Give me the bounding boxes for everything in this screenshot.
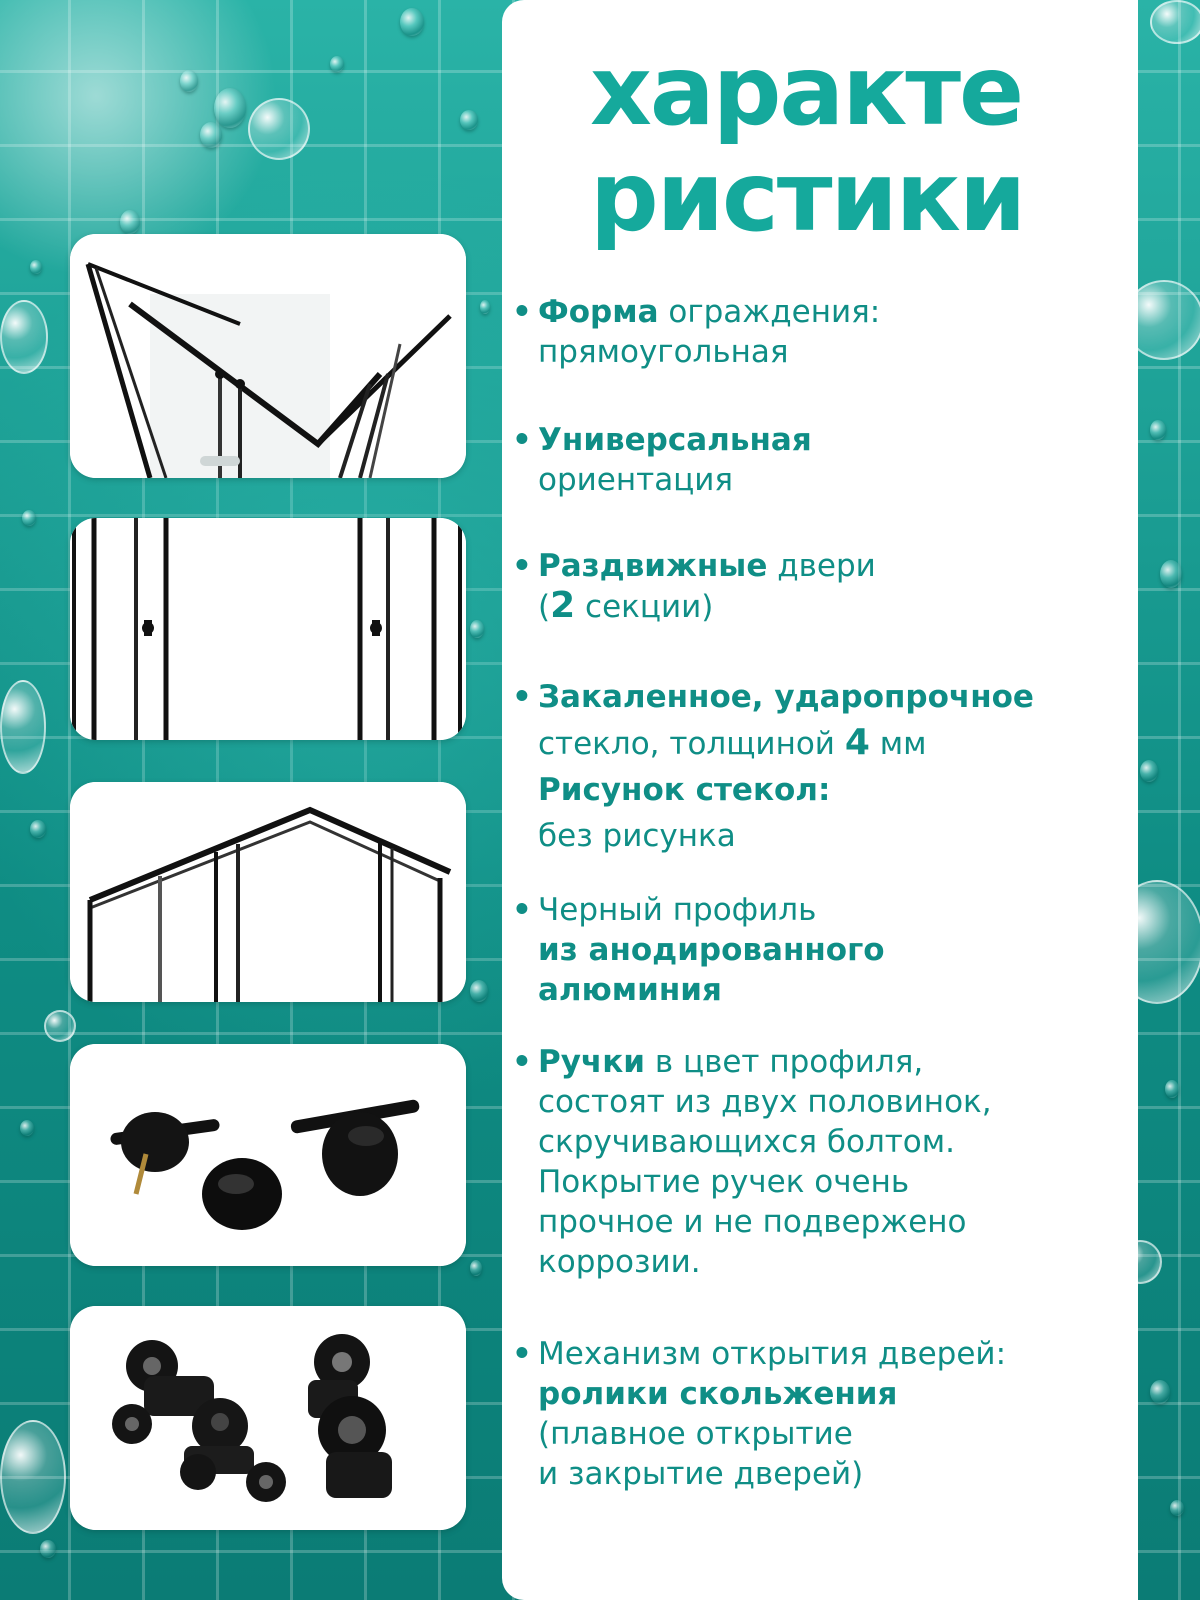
feature-glass-bold: Закаленное, ударопрочное: [538, 679, 1034, 715]
bullet-point: •: [512, 1336, 532, 1372]
feature-handles-text-4: Покрытие ручек очень: [538, 1164, 910, 1200]
feature-doors-sections: секции): [575, 589, 714, 625]
feature-profile-material: из анодированного: [538, 932, 885, 968]
feature-mechanism-bold: ролики скольжения: [538, 1376, 898, 1412]
feature-orientation-text: ориентация: [538, 462, 734, 498]
feature-glass: [512, 674, 1132, 859]
title-line-2: ристики: [590, 141, 1025, 253]
feature-glass-thickness-value: 4: [844, 722, 870, 763]
bullet-point: •: [512, 892, 532, 928]
bullet-point: •: [512, 422, 532, 458]
feature-doors-bold: Раздвижные: [538, 548, 768, 584]
title-line-1: характе: [590, 35, 1023, 147]
feature-glass-pattern-value: без рисунка: [538, 818, 736, 854]
feature-shape: [512, 292, 1132, 372]
feature-orientation: [512, 420, 1132, 500]
bullet-point: •: [512, 1044, 532, 1080]
feature-handles-text-3: скручивающихся болтом.: [538, 1124, 956, 1160]
black-door-handles-photo: [70, 1044, 466, 1266]
feature-glass-pattern-label: Рисунок стекол:: [538, 772, 831, 808]
feature-handles-text-2: состоят из двух половинок,: [538, 1084, 992, 1120]
bullet-point: •: [512, 548, 532, 584]
feature-handles-bold: Ручки: [538, 1044, 645, 1080]
feature-mechanism-text: Механизм открытия дверей:: [538, 1336, 1007, 1372]
sliding-doors-front-photo: [70, 518, 466, 740]
feature-doors: [512, 546, 1132, 627]
feature-shape-value: прямоугольная: [538, 334, 789, 370]
feature-mechanism-text-2: (плавное открытие: [538, 1416, 853, 1452]
feature-shape-bold: Форма: [538, 294, 659, 330]
feature-doors-paren: (: [538, 589, 551, 625]
feature-handles: [512, 1042, 1132, 1282]
feature-profile-text: Черный профиль: [538, 892, 817, 928]
feature-handles-text-6: коррозии.: [538, 1244, 701, 1280]
page-title: [590, 35, 1150, 253]
feature-doors-text: двери: [767, 548, 876, 584]
feature-profile: [512, 890, 1132, 1010]
feature-handles-text-5: прочное и не подвержено: [538, 1204, 967, 1240]
feature-profile-material-2: алюминия: [538, 972, 722, 1008]
feature-mechanism-text-3: и закрытие дверей): [538, 1456, 864, 1492]
feature-glass-thickness-unit: мм: [869, 726, 927, 762]
shower-enclosure-corner-photo: [70, 234, 466, 478]
feature-doors-count: 2: [550, 585, 576, 626]
bullet-point: •: [512, 679, 532, 715]
bullet-point: •: [512, 294, 532, 330]
feature-glass-thickness-label: стекло, толщиной: [538, 726, 845, 762]
sliding-rollers-photo: [70, 1306, 466, 1530]
feature-orientation-bold: Универсальная: [538, 422, 812, 458]
feature-shape-text: ограждения:: [658, 294, 881, 330]
feature-handles-text-1: в цвет профиля,: [644, 1044, 924, 1080]
feature-mechanism: [512, 1334, 1132, 1494]
enclosure-top-frame-photo: [70, 782, 466, 1002]
